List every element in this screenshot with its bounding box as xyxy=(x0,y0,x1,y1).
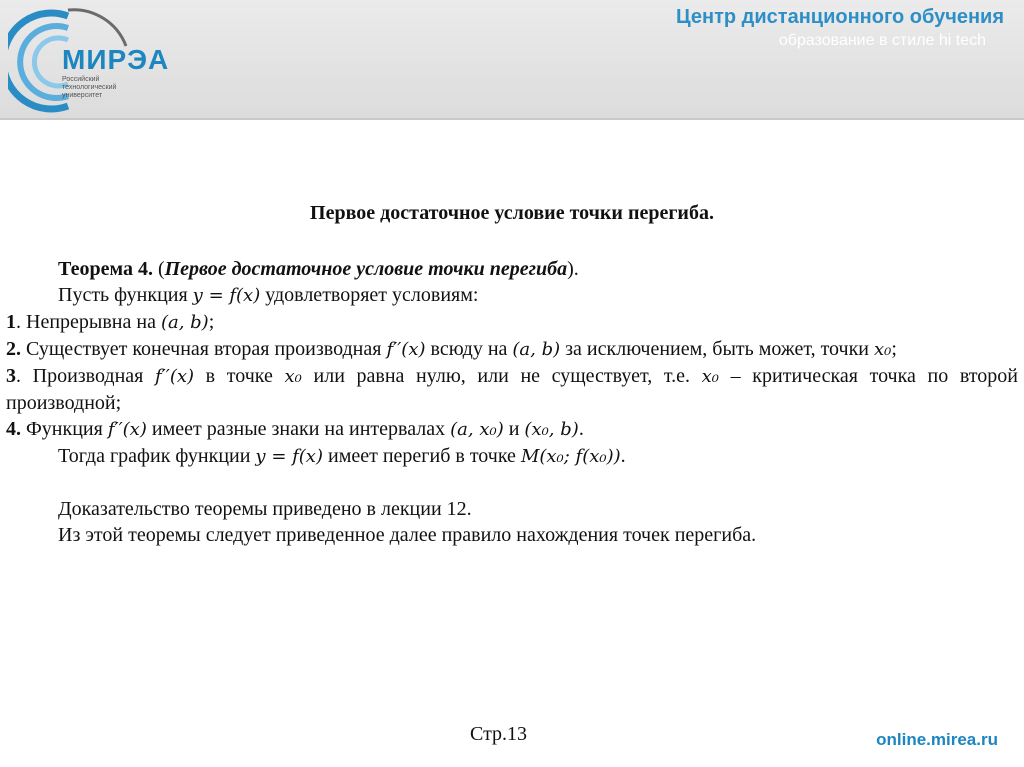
theorem-name: Первое достаточное условие точки перегиба xyxy=(164,258,568,280)
center-title: Центр дистанционного обучения xyxy=(676,6,1004,28)
math-expression: y = f(x) xyxy=(255,446,323,467)
logo-subtitle: Российский технологический университет xyxy=(62,76,117,99)
site-link[interactable]: online.mirea.ru xyxy=(876,730,998,749)
theorem-label: Теорема 4. xyxy=(58,258,153,280)
math-expression: f′′(x) xyxy=(107,419,147,440)
math-expression: y = f(x) xyxy=(192,285,261,306)
slide-content xyxy=(6,200,1018,548)
math-expression: (x₀, b) xyxy=(524,419,579,440)
center-subtitle: образование в стиле hi tech xyxy=(778,32,986,49)
slide-title: Первое достаточное условие точки перегиба. xyxy=(310,202,714,224)
proof-note: Доказательство теоремы приведено в лекции 12. xyxy=(58,498,472,520)
math-expression: M(x₀; f(x₀)) xyxy=(520,446,621,467)
math-expression: x₀ xyxy=(874,339,892,360)
math-expression: (a, b) xyxy=(160,312,209,333)
rule-note: Из этой теоремы следует приведенное далее правило нахождения точек перегиба. xyxy=(58,524,757,546)
theorem-conclusion: Тогда график функции y = f(x) имеет перегиб в точке M(x₀; f(x₀)). xyxy=(58,445,626,467)
condition-4: 4. Функция f′′(x) имеет разные знаки на интервалах (a, x₀) и (x₀, b). xyxy=(6,418,584,440)
condition-2: 2. Существует конечная вторая производная f′′(x) всюду на (a, b) за исключением, быть может, точки x₀; xyxy=(6,338,897,360)
math-expression: (a, x₀) xyxy=(450,419,504,440)
slide-header xyxy=(0,0,1024,118)
math-expression: x₀ xyxy=(284,366,302,387)
theorem-heading: Теорема 4. (Первое достаточное условие точки перегиба). xyxy=(58,258,579,280)
math-expression: (a, b) xyxy=(512,339,561,360)
math-expression: f′′(x) xyxy=(386,339,426,360)
math-expression: f′′(x) xyxy=(155,366,195,387)
math-expression: x₀ xyxy=(701,366,720,387)
header-divider xyxy=(0,118,1024,120)
condition-1: 1. Непрерывна на (a, b); xyxy=(6,311,215,333)
page-number: Стр.13 xyxy=(470,723,528,745)
logo-name: МИРЭА xyxy=(62,44,170,75)
theorem-intro: Пусть функция y = f(x) удовлетворяет условиям: xyxy=(58,284,479,306)
condition-3: 3. Производная f′′(x) в точке x₀ или равна нулю, или не существует, т.е. x₀ – критическая точка по второй производной; xyxy=(6,365,1018,414)
